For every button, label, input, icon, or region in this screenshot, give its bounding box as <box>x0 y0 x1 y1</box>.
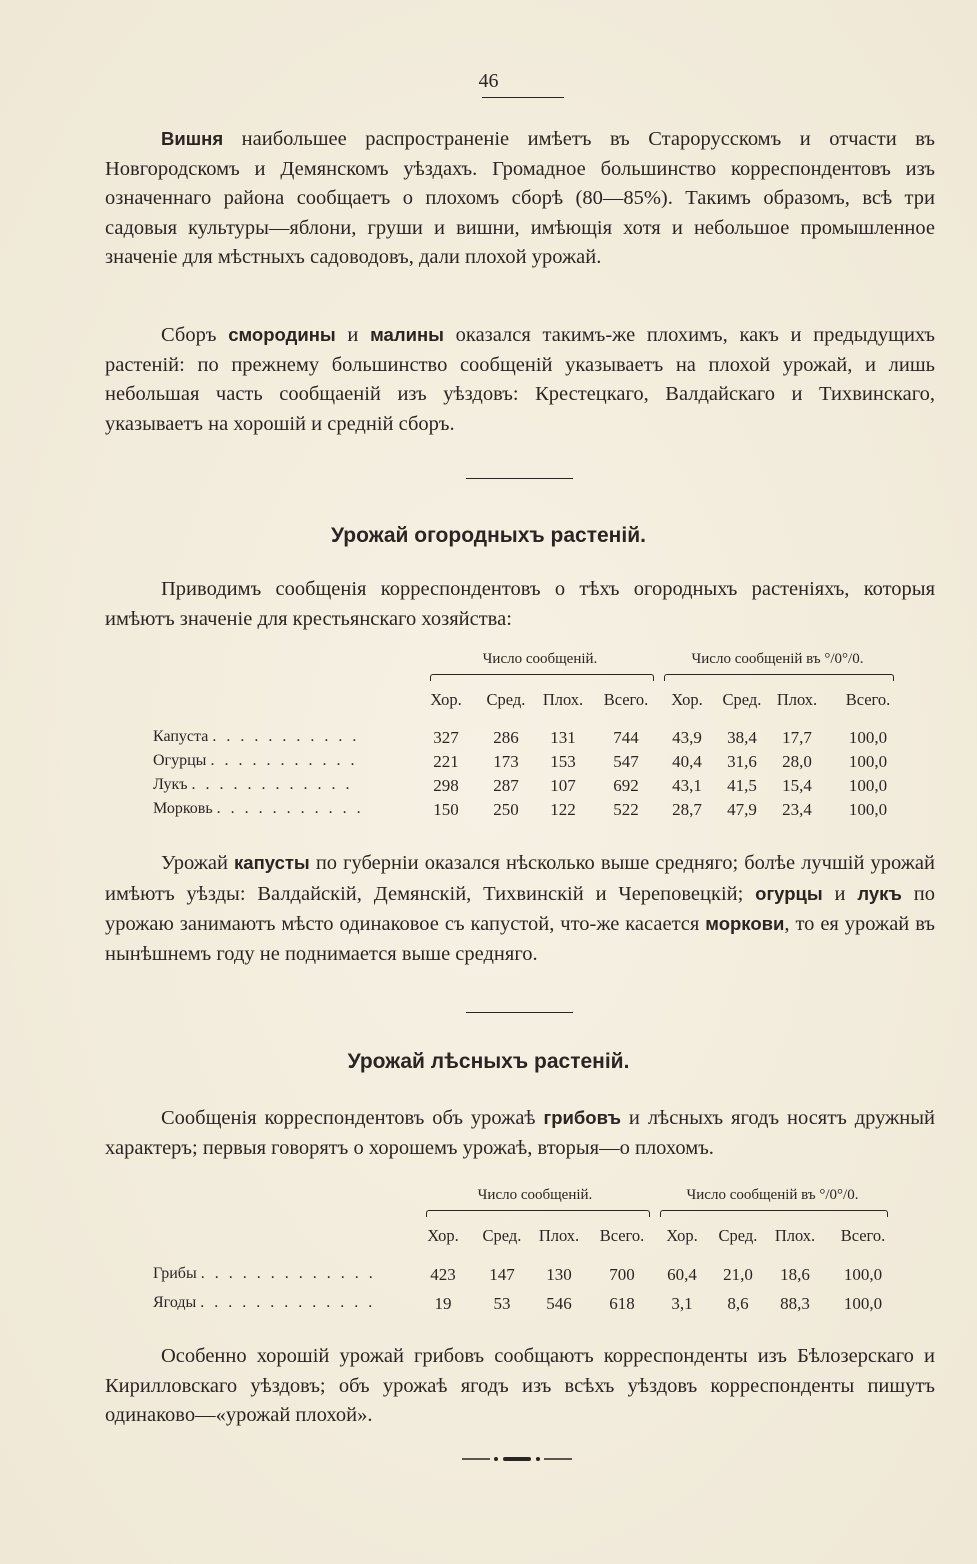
text-span: и <box>335 324 371 346</box>
table1-cell: 744 <box>613 728 639 747</box>
table1-cell: 107 <box>550 776 576 795</box>
paragraph-vegetables-intro: Приводимъ сообщенія корреспондентовъ о тѣхъ огородныхъ растеніяхъ, которыя имѣютъ значеніе для крестьянскаго хозяйства: <box>105 578 935 630</box>
table2-cell: 423 <box>430 1265 456 1284</box>
table1-cell: 28,0 <box>782 752 812 771</box>
table2-cell: 130 <box>546 1265 572 1284</box>
table2-column-header: Хор. <box>427 1226 459 1245</box>
term-cucumbers: огурцы <box>755 882 823 904</box>
leader-dots: . . . . . . . . . . . <box>212 728 360 745</box>
table2-cell: 19 <box>434 1294 452 1313</box>
table1-row-label <box>153 776 428 794</box>
table1-cell: 40,4 <box>672 752 702 771</box>
text-span: , то ея урожай въ нынѣшнемъ году не поднимается выше средняго. <box>105 913 935 965</box>
table2-cell: 100,0 <box>843 1265 883 1284</box>
table1-cell: 522 <box>613 800 639 819</box>
table2-cell: 546 <box>546 1294 572 1313</box>
table1-cell: 298 <box>433 776 459 795</box>
table2-cell: 100,0 <box>843 1294 883 1313</box>
term-cherry: Вишня <box>161 128 224 149</box>
table2-cell: 88,3 <box>780 1294 810 1313</box>
paragraph-forest-intro <box>105 1103 935 1163</box>
table1-group-percent: Число сообщеній въ °/0°/0. <box>691 651 864 667</box>
section-divider <box>466 1012 573 1013</box>
term-raspberry: малины <box>370 324 444 345</box>
page-number: 46 <box>478 70 499 92</box>
table1-cell: 100,0 <box>848 728 888 747</box>
table1-group-counts: Число сообщеній. <box>482 651 598 667</box>
table1-cell: 286 <box>493 728 519 747</box>
text-span: по губерніи оказался нѣсколько выше средняго; болѣе лучшій урожай имѣютъ уѣзды: Валдайскій, Демянскій, Тихвинскій и Череповецкій; <box>105 852 936 905</box>
table1-cell: 23,4 <box>782 800 812 819</box>
table2-brace-percent <box>660 1210 888 1217</box>
table1-column-header: Плох. <box>776 690 818 709</box>
table1-cell: 250 <box>493 800 519 819</box>
table2-cell: 21,0 <box>723 1265 753 1284</box>
table2-cell: 60,4 <box>667 1265 697 1284</box>
row-name: Огурцы <box>153 752 207 769</box>
table1-cell: 17,7 <box>782 728 812 747</box>
table1-column-header: Всего. <box>603 690 649 709</box>
table2-row-label <box>153 1294 428 1312</box>
table1-cell: 692 <box>613 776 639 795</box>
table1-column-header: Сред. <box>722 690 762 709</box>
table1-cell: 150 <box>433 800 459 819</box>
text-span: оказался такимъ-же плохимъ, какъ и предыдущихъ растеній: по прежнему большинство сообщеній указываетъ на плохой урожай, и лишь небольшая часть сообщаеній изъ уѣздовъ: Крестецкаго, Валдайскаго и Тихвинскаго, указываетъ на хорошій и средній сборъ. <box>105 324 935 435</box>
table1-cell: 327 <box>433 728 459 747</box>
paragraph-vegetables-summary <box>105 848 935 969</box>
term-mushrooms: грибовъ <box>543 1107 621 1128</box>
leader-dots: . . . . . . . . . . . <box>216 800 364 817</box>
table1-cell: 38,4 <box>727 728 757 747</box>
table1-column-header: Плох. <box>542 690 584 709</box>
table2-cell: 618 <box>609 1294 635 1313</box>
row-name: Ягоды <box>153 1294 197 1311</box>
paragraph-cherry-text: наибольшее распространеніе имѣетъ въ Старорусскомъ и отчасти въ Новгородскомъ и Демянскомъ уѣздахъ. Громадное большинство корреспондентовъ изъ означеннаго района сообщаетъ о плохомъ сборѣ (80—85%). Такимъ образомъ, всѣ три садовыя культуры—яблони, груши и вишни, имѣющія хотя и небольшое промышленное значеніе для мѣстныхъ садоводовъ, дали плохой урожай. <box>105 128 935 268</box>
table1-cell: 41,5 <box>727 776 757 795</box>
table1-cell: 28,7 <box>672 800 702 819</box>
term-carrot: моркови <box>705 913 785 934</box>
table2-column-header: Всего. <box>840 1226 886 1245</box>
leader-dots: . . . . . . . . . . . <box>210 752 358 769</box>
table1-cell: 153 <box>550 752 576 771</box>
term-onion: лукъ <box>857 882 902 904</box>
table1-brace-percent <box>664 674 894 681</box>
paragraph-forest-summary: Особенно хорошій урожай грибовъ сообщаютъ корреспонденты изъ Бѣлозерскаго и Кирилловскаго уѣздовъ; объ урожаѣ ягодъ изъ всѣхъ уѣздовъ корреспонденты пишутъ одинаково—«урожай плохой». <box>105 1345 935 1426</box>
text-span: Сборъ <box>161 324 229 346</box>
text-span: и <box>822 882 858 905</box>
table1-row-label <box>153 728 428 746</box>
table1-cell: 47,9 <box>727 800 757 819</box>
table1-row-label <box>153 752 428 770</box>
row-name: Лукъ <box>153 776 188 793</box>
table1-cell: 122 <box>550 800 576 819</box>
row-name: Капуста <box>153 728 209 745</box>
table2-cell: 53 <box>493 1294 511 1313</box>
section-divider <box>466 478 573 479</box>
table2-cell: 3,1 <box>671 1294 693 1313</box>
table1-cell: 31,6 <box>727 752 757 771</box>
table2-group-counts: Число сообщеній. <box>477 1187 593 1203</box>
table2-column-header: Всего. <box>599 1226 645 1245</box>
table2-cell: 700 <box>609 1265 635 1284</box>
row-name: Морковь <box>153 800 213 817</box>
table2-column-header: Плох. <box>538 1226 580 1245</box>
paragraph-currant-raspberry <box>105 320 935 439</box>
table1-cell: 15,4 <box>782 776 812 795</box>
leader-dots: . . . . . . . . . . . . . <box>200 1294 376 1311</box>
table1-cell: 547 <box>613 752 639 771</box>
table2-column-header: Плох. <box>774 1226 816 1245</box>
table2-brace-counts <box>426 1210 650 1217</box>
text-span: Урожай <box>161 852 235 874</box>
table2-cell: 147 <box>489 1265 515 1284</box>
table1-cell: 287 <box>493 776 519 795</box>
table1-cell: 100,0 <box>848 776 888 795</box>
table1-column-header: Хор. <box>671 690 703 709</box>
table2-column-header: Сред. <box>718 1226 758 1245</box>
heading-vegetable-harvest: Урожай огородныхъ растеній. <box>331 524 646 547</box>
table1-cell: 43,9 <box>672 728 702 747</box>
table1-cell: 173 <box>493 752 519 771</box>
closing-ornament <box>462 1456 572 1462</box>
table1-cell: 131 <box>550 728 576 747</box>
page-number-rule <box>482 97 564 98</box>
table2-column-header: Хор. <box>666 1226 698 1245</box>
leader-dots: . . . . . . . . . . . . <box>191 776 353 793</box>
table2-column-header: Сред. <box>482 1226 522 1245</box>
table1-cell: 100,0 <box>848 752 888 771</box>
heading-forest-harvest: Урожай лѣсныхъ растеній. <box>347 1050 630 1073</box>
text-span: по урожаю занимаютъ мѣсто одинаковое съ капустой, что-же касается <box>105 882 935 935</box>
table1-cell: 100,0 <box>848 800 888 819</box>
table2-cell: 18,6 <box>780 1265 810 1284</box>
table1-column-header: Всего. <box>845 690 891 709</box>
term-currant: смородины <box>228 324 336 345</box>
table1-brace-counts <box>430 674 654 681</box>
table1-cell: 221 <box>433 752 459 771</box>
table2-row-label <box>153 1265 428 1283</box>
table1-cell: 43,1 <box>672 776 702 795</box>
table1-column-header: Сред. <box>486 690 526 709</box>
text-span: Сообщенія корреспондентовъ объ урожаѣ <box>161 1107 544 1129</box>
row-name: Грибы <box>153 1265 197 1282</box>
table2-cell: 8,6 <box>727 1294 749 1313</box>
term-cabbage: капусты <box>234 852 310 873</box>
paragraph-cherry <box>105 124 935 273</box>
table2-group-percent: Число сообщеній въ °/0°/0. <box>686 1187 859 1203</box>
leader-dots: . . . . . . . . . . . . . <box>200 1265 376 1282</box>
table1-row-label <box>153 800 428 818</box>
text-span: и лѣсныхъ ягодъ носятъ дружный характеръ; первыя говорятъ о хорошемъ урожаѣ, вторыя—о плохомъ. <box>105 1107 935 1159</box>
table1-column-header: Хор. <box>430 690 462 709</box>
